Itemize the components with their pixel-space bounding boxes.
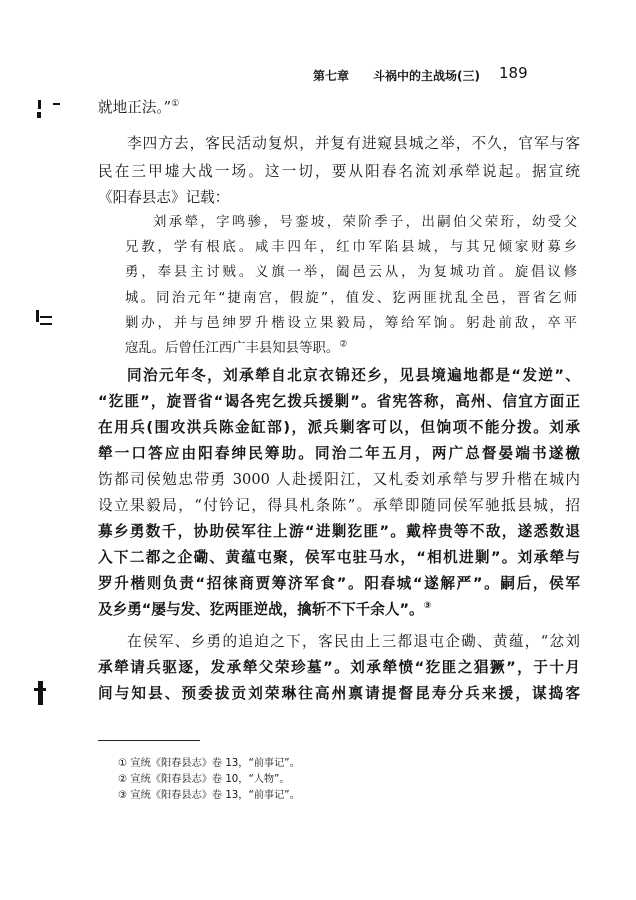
paragraph-2-line: 《阳春县志》记载： [98, 189, 230, 206]
paragraph-3-line: 设立果毅局，“付钤记，得具札条陈”。承犖即随同侯军驰抵县城，招 [98, 497, 580, 514]
paragraph-4-line: 间与知县、预委拔贡刘荣琳往高州禀请提督昆寿分兵来援，谋捣客 [98, 685, 580, 702]
scan-artifact [38, 681, 43, 705]
paragraph-3-line: 及乡勇“屡与发、犵两匪逆战，擒斩不下千余人”。③ [98, 601, 432, 618]
scan-artifact [34, 688, 46, 691]
footnote-mark: ① [118, 758, 128, 769]
page-number: 189 [499, 64, 528, 82]
chapter-title: 斗祸中的主战场(三) [373, 69, 480, 83]
quote-line: 剿办，并与邑绅罗升楷设立果毅局，筹给军饷。躬赴前敌，卒平 [125, 316, 577, 331]
paragraph-3-line: 入下二都之企磡、黄蕴屯聚，侯军屯驻马水，“相机进剿”。刘承犖与 [98, 549, 580, 566]
paragraph-2-line: 李四方去，客民活动复炽，并复有进窥县城之举，不久，官军与客 [127, 135, 580, 152]
quote-line: 寇乱。后曾任江西广丰县知县等职。② [125, 339, 348, 356]
footnote-ref: ③ [423, 601, 432, 612]
quote-line: 城。同治元年“捷南宫，假旋”，值发、犵两匪扰乱全邑，晋省乞师 [125, 291, 577, 306]
footnote-mark: ③ [118, 790, 128, 801]
footnote-text: 宣统《阳春县志》卷 13，“前事记”。 [130, 758, 300, 769]
quote-line: 兄教，学有根底。咸丰四年，红巾军陷县城，与其兄倾家财募乡 [125, 240, 577, 255]
paragraph-3-line: “犵匪”，旋晋省“谒各宪乞拨兵援剿”。省宪答称，高州、信宜方面正 [98, 393, 580, 410]
paragraph-4-line: 承犖请兵驱逐，发承犖父荣珍墓”。刘承犖愤“犵匪之猖獗”，于十月 [98, 659, 580, 676]
scan-artifact [53, 103, 60, 105]
chapter-label: 第七章 [313, 69, 350, 83]
quote-line: 刘承犖，字鸣骖，号銮坡，荣阶季子，出嗣伯父荣珩，幼受父 [153, 215, 577, 230]
footnote-text: 宣统《阳春县志》卷 13，“前事记”。 [130, 790, 300, 801]
paragraph-1-line: 就地正法。”① [98, 99, 180, 116]
scan-artifact [36, 310, 39, 322]
scan-artifact [40, 316, 52, 318]
paragraph-3-line: 募乡勇数千，协助侯军往上游“进剿犵匪”。戴梓贵等不敌，遂悉数退 [98, 523, 580, 540]
scan-artifact [37, 112, 41, 118]
scan-artifact [40, 323, 52, 325]
footnote-ref: ② [339, 339, 348, 350]
paragraph-2-line: 民在三甲墟大战一场。这一切，要从阳春名流刘承犖说起。据宣统 [98, 163, 580, 180]
scan-artifact [38, 100, 41, 109]
paragraph-3-line: 罗升楷则负责“招徕商贾筹济军食”。阳春城“遂解严”。嗣后，侯军 [98, 575, 580, 592]
paragraph-3-line: 在用兵(围攻洪兵陈金缸部)，派兵剿客可以，但饷项不能分拨。刘承 [98, 419, 580, 436]
quote-line: 勇，奉县主讨贼。义旗一举，阖邑云从，为复城功首。旋倡议修 [125, 265, 577, 280]
footnote-text: 宣统《阳春县志》卷 10，“人物”。 [130, 774, 290, 785]
paragraph-3-line: 犖一口答应由阳春绅民筹助。同治二年五月，两广总督晏端书遂檄 [98, 445, 580, 462]
running-head [313, 64, 573, 84]
footnote-divider [98, 740, 200, 741]
paragraph-4-line: 在侯军、乡勇的追迫之下，客民由上三都退屯企磡、黄蕴，“忿刘 [127, 633, 580, 650]
footnote-mark: ② [118, 774, 128, 785]
paragraph-3-line: 同治元年冬，刘承犖自北京衣锦还乡，见县境遍地都是“发逆”、 [127, 367, 580, 384]
footnote-ref: ① [171, 99, 180, 110]
footnote [118, 788, 300, 804]
footnote [118, 756, 300, 772]
footnote [118, 772, 290, 788]
paragraph-3-line: 饬都司侯勉忠带勇 3000 人赴援阳江，又札委刘承犖与罗升楷在城内 [98, 471, 580, 488]
